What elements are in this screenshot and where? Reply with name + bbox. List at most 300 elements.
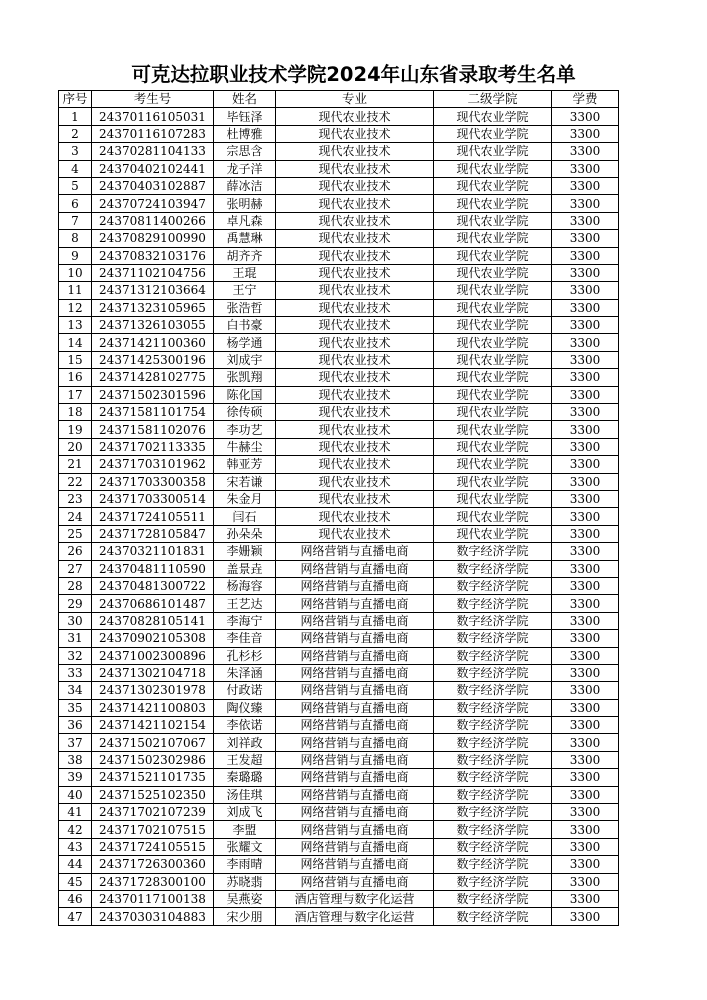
cell-major: 现代农业技术 [276, 247, 434, 264]
cell-major: 现代农业技术 [276, 195, 434, 212]
cell-tuition: 3300 [552, 212, 619, 229]
cell-seq: 47 [59, 908, 92, 925]
cell-college: 现代农业学院 [434, 212, 552, 229]
cell-tuition: 3300 [552, 490, 619, 507]
cell-exam-id: 24371703101962 [92, 456, 214, 473]
table-row [59, 890, 619, 907]
cell-tuition: 3300 [552, 769, 619, 786]
cell-college: 现代农业学院 [434, 177, 552, 194]
table-row [59, 456, 619, 473]
cell-major: 网络营销与直播电商 [276, 838, 434, 855]
table-row [59, 856, 619, 873]
table-row [59, 490, 619, 507]
table-row [59, 595, 619, 612]
cell-major: 网络营销与直播电商 [276, 734, 434, 751]
cell-seq: 36 [59, 717, 92, 734]
cell-college: 现代农业学院 [434, 438, 552, 455]
cell-exam-id: 24370116107283 [92, 125, 214, 142]
cell-college: 数字经济学院 [434, 699, 552, 716]
table-row [59, 525, 619, 542]
table-row [59, 438, 619, 455]
table-body [59, 108, 619, 925]
header-college: 二级学院 [434, 91, 552, 108]
cell-major: 网络营销与直播电商 [276, 560, 434, 577]
cell-seq: 40 [59, 786, 92, 803]
cell-college: 数字经济学院 [434, 856, 552, 873]
cell-major: 现代农业技术 [276, 490, 434, 507]
cell-name: 宗思含 [214, 143, 276, 160]
cell-tuition: 3300 [552, 560, 619, 577]
cell-exam-id: 24370829100990 [92, 230, 214, 247]
table-row [59, 682, 619, 699]
cell-college: 数字经济学院 [434, 751, 552, 768]
cell-seq: 20 [59, 438, 92, 455]
cell-exam-id: 24371702107515 [92, 821, 214, 838]
cell-exam-id: 24371703300358 [92, 473, 214, 490]
cell-exam-id: 24371502301596 [92, 386, 214, 403]
cell-exam-id: 24371581102076 [92, 421, 214, 438]
cell-college: 数字经济学院 [434, 821, 552, 838]
cell-name: 禹慧琳 [214, 230, 276, 247]
cell-major: 现代农业技术 [276, 438, 434, 455]
cell-exam-id: 24370116105031 [92, 108, 214, 125]
cell-name: 苏晓翡 [214, 873, 276, 890]
header-exam-id: 考生号 [92, 91, 214, 108]
table-row [59, 421, 619, 438]
cell-seq: 5 [59, 177, 92, 194]
cell-tuition: 3300 [552, 630, 619, 647]
table-row [59, 508, 619, 525]
table-row [59, 369, 619, 386]
cell-name: 张耀文 [214, 838, 276, 855]
cell-name: 徐传硕 [214, 404, 276, 421]
cell-college: 数字经济学院 [434, 838, 552, 855]
cell-seq: 32 [59, 647, 92, 664]
cell-seq: 46 [59, 890, 92, 907]
table-row [59, 717, 619, 734]
cell-exam-id: 24371724105511 [92, 508, 214, 525]
cell-tuition: 3300 [552, 282, 619, 299]
cell-college: 现代农业学院 [434, 421, 552, 438]
cell-seq: 22 [59, 473, 92, 490]
cell-major: 现代农业技术 [276, 125, 434, 142]
table-row [59, 821, 619, 838]
cell-name: 王宁 [214, 282, 276, 299]
table-row [59, 195, 619, 212]
cell-college: 现代农业学院 [434, 473, 552, 490]
cell-exam-id: 24371312103664 [92, 282, 214, 299]
table-row [59, 734, 619, 751]
cell-exam-id: 24371421102154 [92, 717, 214, 734]
cell-major: 网络营销与直播电商 [276, 751, 434, 768]
cell-exam-id: 24371702113335 [92, 438, 214, 455]
cell-seq: 42 [59, 821, 92, 838]
cell-exam-id: 24370832103176 [92, 247, 214, 264]
cell-major: 现代农业技术 [276, 108, 434, 125]
cell-seq: 21 [59, 456, 92, 473]
cell-tuition: 3300 [552, 717, 619, 734]
cell-major: 网络营销与直播电商 [276, 664, 434, 681]
cell-seq: 1 [59, 108, 92, 125]
cell-tuition: 3300 [552, 525, 619, 542]
cell-exam-id: 24370828105141 [92, 612, 214, 629]
table-row [59, 125, 619, 142]
cell-tuition: 3300 [552, 421, 619, 438]
cell-college: 数字经济学院 [434, 786, 552, 803]
cell-tuition: 3300 [552, 264, 619, 281]
cell-college: 现代农业学院 [434, 125, 552, 142]
cell-seq: 41 [59, 804, 92, 821]
cell-name: 陶仪臻 [214, 699, 276, 716]
cell-tuition: 3300 [552, 230, 619, 247]
cell-exam-id: 24371102104756 [92, 264, 214, 281]
cell-tuition: 3300 [552, 317, 619, 334]
cell-name: 孔杉杉 [214, 647, 276, 664]
cell-name: 王艺达 [214, 595, 276, 612]
cell-college: 现代农业学院 [434, 143, 552, 160]
cell-tuition: 3300 [552, 508, 619, 525]
cell-tuition: 3300 [552, 438, 619, 455]
cell-exam-id: 24371502302986 [92, 751, 214, 768]
header-major: 专业 [276, 91, 434, 108]
table-row [59, 577, 619, 594]
cell-exam-id: 24370281104133 [92, 143, 214, 160]
cell-seq: 33 [59, 664, 92, 681]
cell-major: 现代农业技术 [276, 334, 434, 351]
cell-exam-id: 24370811400266 [92, 212, 214, 229]
cell-name: 张浩哲 [214, 299, 276, 316]
cell-name: 李盟 [214, 821, 276, 838]
cell-exam-id: 24370724103947 [92, 195, 214, 212]
cell-exam-id: 24370902105308 [92, 630, 214, 647]
cell-name: 刘成宇 [214, 351, 276, 368]
cell-exam-id: 24370321101831 [92, 543, 214, 560]
cell-seq: 8 [59, 230, 92, 247]
cell-tuition: 3300 [552, 299, 619, 316]
cell-seq: 3 [59, 143, 92, 160]
cell-college: 现代农业学院 [434, 404, 552, 421]
cell-college: 现代农业学院 [434, 317, 552, 334]
cell-major: 现代农业技术 [276, 230, 434, 247]
cell-exam-id: 24370686101487 [92, 595, 214, 612]
cell-name: 秦璐璐 [214, 769, 276, 786]
cell-name: 刘祥政 [214, 734, 276, 751]
cell-major: 现代农业技术 [276, 525, 434, 542]
cell-college: 现代农业学院 [434, 108, 552, 125]
cell-tuition: 3300 [552, 108, 619, 125]
table-row [59, 873, 619, 890]
cell-seq: 23 [59, 490, 92, 507]
cell-tuition: 3300 [552, 908, 619, 925]
cell-name: 李姗颖 [214, 543, 276, 560]
cell-seq: 28 [59, 577, 92, 594]
cell-name: 李雨晴 [214, 856, 276, 873]
cell-name: 闫石 [214, 508, 276, 525]
cell-tuition: 3300 [552, 856, 619, 873]
cell-major: 现代农业技术 [276, 264, 434, 281]
cell-name: 朱泽涵 [214, 664, 276, 681]
cell-seq: 38 [59, 751, 92, 768]
table-row [59, 769, 619, 786]
cell-college: 数字经济学院 [434, 769, 552, 786]
cell-college: 现代农业学院 [434, 282, 552, 299]
cell-exam-id: 24371728105847 [92, 525, 214, 542]
cell-exam-id: 24371425300196 [92, 351, 214, 368]
cell-exam-id: 24370481110590 [92, 560, 214, 577]
cell-tuition: 3300 [552, 177, 619, 194]
cell-major: 网络营销与直播电商 [276, 595, 434, 612]
cell-name: 王琨 [214, 264, 276, 281]
cell-name: 杨海容 [214, 577, 276, 594]
cell-exam-id: 24371302104718 [92, 664, 214, 681]
cell-exam-id: 24371302301978 [92, 682, 214, 699]
cell-tuition: 3300 [552, 351, 619, 368]
cell-name: 韩亚芳 [214, 456, 276, 473]
table-row [59, 351, 619, 368]
cell-major: 网络营销与直播电商 [276, 647, 434, 664]
table-row [59, 647, 619, 664]
cell-tuition: 3300 [552, 838, 619, 855]
cell-college: 数字经济学院 [434, 612, 552, 629]
table-row [59, 386, 619, 403]
cell-seq: 27 [59, 560, 92, 577]
cell-exam-id: 24371521101735 [92, 769, 214, 786]
cell-college: 数字经济学院 [434, 595, 552, 612]
table-row [59, 230, 619, 247]
cell-name: 孙朵朵 [214, 525, 276, 542]
cell-seq: 9 [59, 247, 92, 264]
cell-seq: 6 [59, 195, 92, 212]
cell-major: 网络营销与直播电商 [276, 821, 434, 838]
table-row [59, 143, 619, 160]
cell-seq: 17 [59, 386, 92, 403]
cell-college: 数字经济学院 [434, 560, 552, 577]
cell-exam-id: 24371702107239 [92, 804, 214, 821]
header-seq: 序号 [59, 91, 92, 108]
cell-exam-id: 24371726300360 [92, 856, 214, 873]
cell-college: 数字经济学院 [434, 717, 552, 734]
cell-college: 现代农业学院 [434, 230, 552, 247]
cell-seq: 35 [59, 699, 92, 716]
table-row [59, 751, 619, 768]
header-tuition: 学费 [552, 91, 619, 108]
table-row [59, 247, 619, 264]
cell-tuition: 3300 [552, 751, 619, 768]
cell-tuition: 3300 [552, 647, 619, 664]
cell-major: 现代农业技术 [276, 317, 434, 334]
cell-tuition: 3300 [552, 456, 619, 473]
cell-major: 现代农业技术 [276, 386, 434, 403]
cell-major: 网络营销与直播电商 [276, 630, 434, 647]
cell-exam-id: 24370303104883 [92, 908, 214, 925]
cell-name: 吴燕姿 [214, 890, 276, 907]
cell-name: 胡齐齐 [214, 247, 276, 264]
cell-name: 付政诺 [214, 682, 276, 699]
cell-seq: 39 [59, 769, 92, 786]
table-row [59, 317, 619, 334]
table-row [59, 543, 619, 560]
cell-name: 牛赫尘 [214, 438, 276, 455]
cell-name: 宋少朋 [214, 908, 276, 925]
cell-major: 网络营销与直播电商 [276, 717, 434, 734]
cell-college: 现代农业学院 [434, 525, 552, 542]
cell-seq: 14 [59, 334, 92, 351]
cell-college: 现代农业学院 [434, 386, 552, 403]
cell-tuition: 3300 [552, 125, 619, 142]
table-row [59, 612, 619, 629]
cell-major: 现代农业技术 [276, 282, 434, 299]
table-row [59, 404, 619, 421]
table-row [59, 108, 619, 125]
cell-exam-id: 24371728300100 [92, 873, 214, 890]
cell-college: 数字经济学院 [434, 543, 552, 560]
cell-college: 现代农业学院 [434, 456, 552, 473]
cell-seq: 37 [59, 734, 92, 751]
cell-seq: 2 [59, 125, 92, 142]
cell-tuition: 3300 [552, 404, 619, 421]
cell-seq: 31 [59, 630, 92, 647]
cell-name: 盖景垚 [214, 560, 276, 577]
cell-major: 酒店管理与数字化运营 [276, 908, 434, 925]
table-header-row [59, 91, 619, 108]
cell-tuition: 3300 [552, 804, 619, 821]
cell-exam-id: 24370481300722 [92, 577, 214, 594]
cell-exam-id: 24371502107067 [92, 734, 214, 751]
cell-seq: 13 [59, 317, 92, 334]
cell-major: 现代农业技术 [276, 299, 434, 316]
cell-college: 现代农业学院 [434, 369, 552, 386]
cell-seq: 45 [59, 873, 92, 890]
cell-college: 数字经济学院 [434, 664, 552, 681]
cell-college: 现代农业学院 [434, 264, 552, 281]
cell-seq: 24 [59, 508, 92, 525]
table-row [59, 212, 619, 229]
cell-college: 现代农业学院 [434, 508, 552, 525]
cell-seq: 12 [59, 299, 92, 316]
admission-table [58, 90, 619, 926]
cell-tuition: 3300 [552, 369, 619, 386]
cell-seq: 11 [59, 282, 92, 299]
cell-major: 现代农业技术 [276, 404, 434, 421]
cell-exam-id: 24371326103055 [92, 317, 214, 334]
table-row [59, 299, 619, 316]
table-row [59, 838, 619, 855]
cell-exam-id: 24371002300896 [92, 647, 214, 664]
cell-college: 数字经济学院 [434, 577, 552, 594]
cell-college: 数字经济学院 [434, 734, 552, 751]
cell-exam-id: 24371421100360 [92, 334, 214, 351]
cell-exam-id: 24371323105965 [92, 299, 214, 316]
cell-name: 龙子洋 [214, 160, 276, 177]
cell-name: 刘成飞 [214, 804, 276, 821]
cell-tuition: 3300 [552, 473, 619, 490]
cell-seq: 30 [59, 612, 92, 629]
cell-tuition: 3300 [552, 195, 619, 212]
cell-major: 网络营销与直播电商 [276, 786, 434, 803]
cell-major: 现代农业技术 [276, 456, 434, 473]
cell-college: 数字经济学院 [434, 804, 552, 821]
cell-tuition: 3300 [552, 699, 619, 716]
cell-name: 李佳音 [214, 630, 276, 647]
cell-major: 现代农业技术 [276, 421, 434, 438]
cell-name: 陈化国 [214, 386, 276, 403]
cell-college: 数字经济学院 [434, 647, 552, 664]
cell-tuition: 3300 [552, 786, 619, 803]
cell-tuition: 3300 [552, 143, 619, 160]
table-row [59, 264, 619, 281]
cell-exam-id: 24370402102441 [92, 160, 214, 177]
cell-name: 李功艺 [214, 421, 276, 438]
cell-seq: 7 [59, 212, 92, 229]
cell-name: 杨学通 [214, 334, 276, 351]
cell-seq: 10 [59, 264, 92, 281]
cell-exam-id: 24371525102350 [92, 786, 214, 803]
cell-major: 现代农业技术 [276, 369, 434, 386]
cell-tuition: 3300 [552, 595, 619, 612]
table-row [59, 473, 619, 490]
cell-name: 宋若谦 [214, 473, 276, 490]
cell-exam-id: 24371703300514 [92, 490, 214, 507]
cell-seq: 19 [59, 421, 92, 438]
cell-major: 网络营销与直播电商 [276, 682, 434, 699]
cell-exam-id: 24371421100803 [92, 699, 214, 716]
cell-name: 汤佳琪 [214, 786, 276, 803]
cell-major: 现代农业技术 [276, 351, 434, 368]
cell-seq: 29 [59, 595, 92, 612]
cell-major: 网络营销与直播电商 [276, 804, 434, 821]
cell-name: 张凯翔 [214, 369, 276, 386]
cell-major: 网络营销与直播电商 [276, 612, 434, 629]
cell-tuition: 3300 [552, 160, 619, 177]
cell-major: 现代农业技术 [276, 160, 434, 177]
cell-seq: 25 [59, 525, 92, 542]
cell-name: 李依诺 [214, 717, 276, 734]
cell-seq: 15 [59, 351, 92, 368]
cell-name: 白书豪 [214, 317, 276, 334]
cell-seq: 34 [59, 682, 92, 699]
table-row [59, 908, 619, 925]
cell-tuition: 3300 [552, 247, 619, 264]
cell-major: 酒店管理与数字化运营 [276, 890, 434, 907]
table-row [59, 786, 619, 803]
cell-seq: 26 [59, 543, 92, 560]
cell-college: 现代农业学院 [434, 351, 552, 368]
cell-college: 现代农业学院 [434, 195, 552, 212]
cell-tuition: 3300 [552, 821, 619, 838]
cell-name: 王发超 [214, 751, 276, 768]
cell-major: 网络营销与直播电商 [276, 577, 434, 594]
cell-college: 现代农业学院 [434, 160, 552, 177]
table-row [59, 177, 619, 194]
cell-major: 网络营销与直播电商 [276, 543, 434, 560]
cell-college: 现代农业学院 [434, 490, 552, 507]
cell-name: 杜博雅 [214, 125, 276, 142]
cell-tuition: 3300 [552, 612, 619, 629]
cell-college: 数字经济学院 [434, 873, 552, 890]
cell-tuition: 3300 [552, 386, 619, 403]
cell-major: 现代农业技术 [276, 177, 434, 194]
cell-college: 数字经济学院 [434, 630, 552, 647]
cell-major: 现代农业技术 [276, 473, 434, 490]
cell-seq: 18 [59, 404, 92, 421]
table-row [59, 630, 619, 647]
table-row [59, 664, 619, 681]
cell-tuition: 3300 [552, 890, 619, 907]
cell-major: 网络营销与直播电商 [276, 873, 434, 890]
cell-major: 现代农业技术 [276, 508, 434, 525]
table-row [59, 282, 619, 299]
cell-college: 现代农业学院 [434, 299, 552, 316]
